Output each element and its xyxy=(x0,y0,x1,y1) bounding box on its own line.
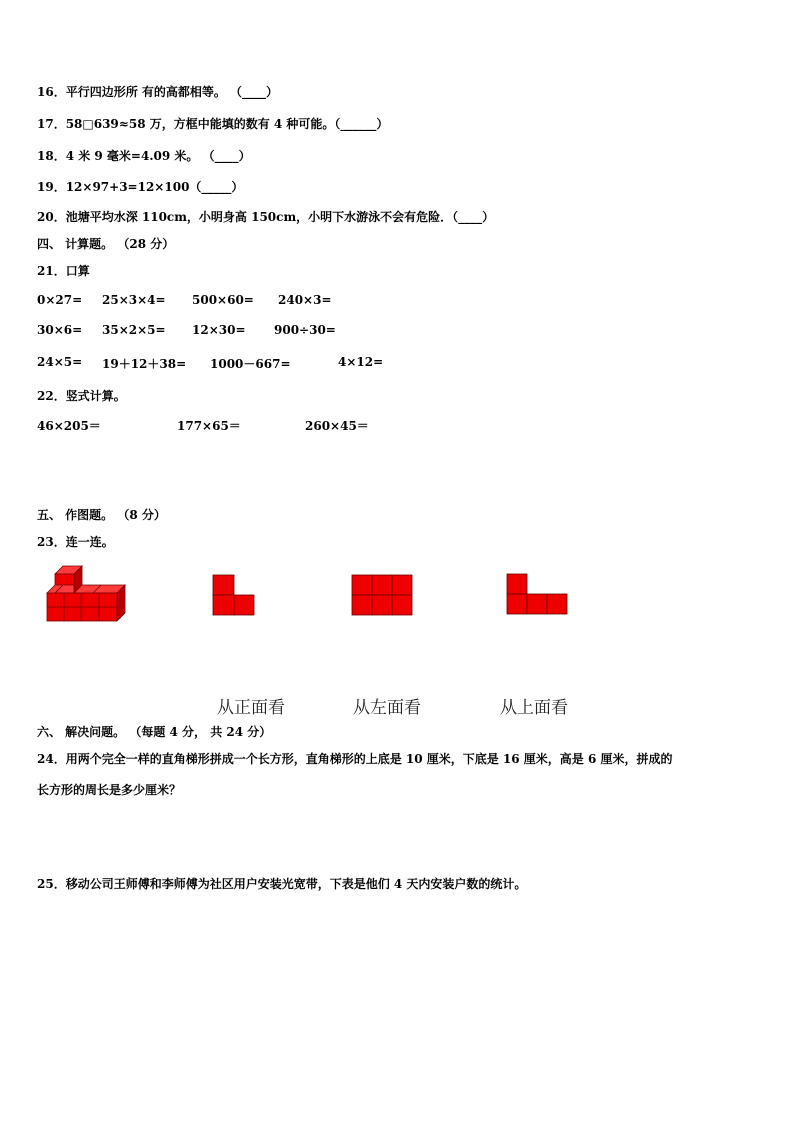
calc-item: 0×27= xyxy=(37,293,83,307)
vertical-calc-item: 177×65＝ xyxy=(177,419,241,433)
calc-item: 30×6= xyxy=(37,323,83,337)
view-label-left: 从左面看 xyxy=(353,698,421,718)
view-shape-a xyxy=(212,574,256,618)
vertical-calc-item: 46×205＝ xyxy=(37,419,101,433)
view-shape-c xyxy=(506,573,568,615)
section-5-heading: 五、 作图题。 （8 分） xyxy=(37,508,166,522)
question-22-title: 22．竖式计算。 xyxy=(37,389,126,403)
vertical-calc-item: 260×45＝ xyxy=(305,419,369,433)
question-23-title: 23．连一连。 xyxy=(37,535,114,549)
question-17: 17．58□639≈58 万，方框中能填的数有 4 种可能。（______） xyxy=(37,117,389,131)
view-label-front: 从正面看 xyxy=(217,698,285,718)
question-25: 25．移动公司王师傅和李师傅为社区用户安装光宽带，下表是他们 4 天内安装户数的统计。 xyxy=(37,877,527,891)
question-19: 19．12×97+3=12×100（_____） xyxy=(37,180,244,194)
view-label-top: 从上面看 xyxy=(500,698,568,718)
question-24-line-2: 长方形的周长是多少厘米？ xyxy=(37,783,182,797)
question-21-title: 21．口算 xyxy=(37,264,90,278)
section-4-heading: 四、 计算题。 （28 分） xyxy=(37,237,175,251)
calc-item: 25×3×4= xyxy=(102,293,166,307)
calc-item: 240×3= xyxy=(278,293,332,307)
question-18: 18．4 米 9 毫米=4.09 米。 （____） xyxy=(37,149,251,163)
calc-item: 500×60= xyxy=(192,293,254,307)
calc-item: 900÷30= xyxy=(274,323,336,337)
question-16: 16．平行四边形所 有的高都相等。 （____） xyxy=(37,85,279,99)
cube-solid-figure xyxy=(44,563,128,625)
question-24-line-1: 24．用两个完全一样的直角梯形拼成一个长方形，直角梯形的上底是 10 厘米，下底是 16 厘米，高是 6 厘米，拼成的 xyxy=(37,752,673,766)
calc-item: 35×2×5= xyxy=(102,323,166,337)
section-6-heading: 六、 解决问题。 （每题 4 分， 共 24 分） xyxy=(37,725,272,739)
calc-item: 1000－667= xyxy=(210,357,291,371)
calc-item: 19＋12＋38= xyxy=(102,357,187,371)
question-20: 20．池塘平均水深 110cm，小明身高 150cm，小明下水游泳不会有危险．（____） xyxy=(37,210,495,224)
view-shape-b xyxy=(351,574,413,616)
calc-item: 4×12= xyxy=(338,355,384,369)
calc-item: 24×5= xyxy=(37,355,83,369)
calc-item: 12×30= xyxy=(192,323,246,337)
